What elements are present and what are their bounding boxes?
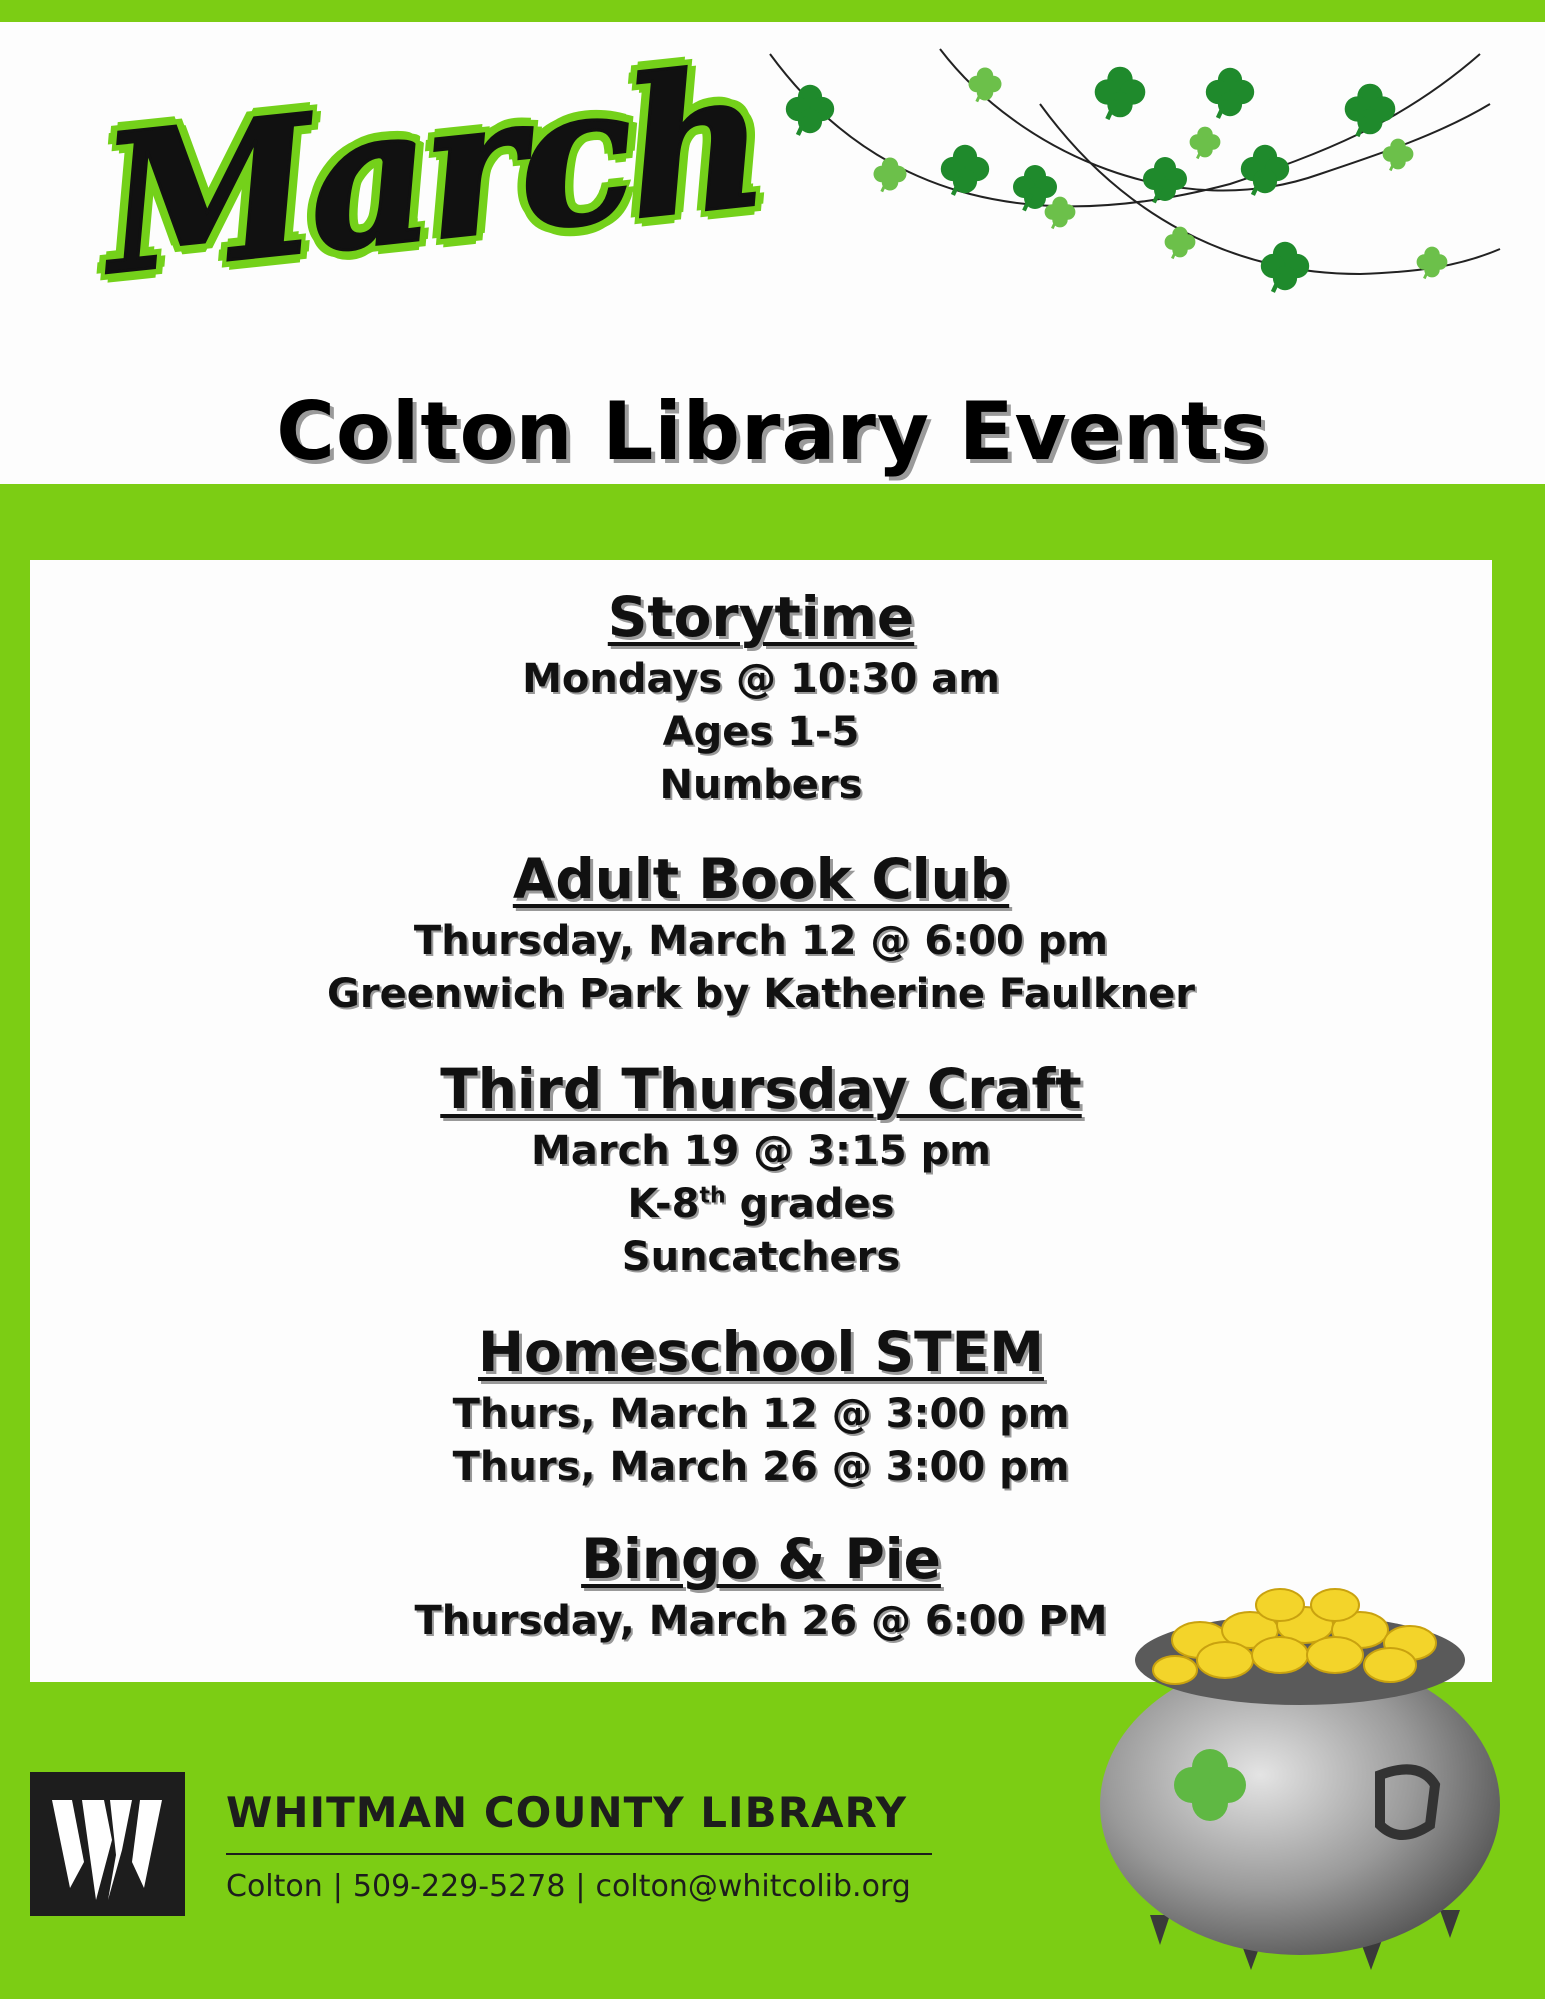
- event-homeschool-stem: [30, 1320, 1492, 1494]
- header: [0, 22, 1545, 484]
- event-title: Adult Book Club: [512, 847, 1010, 911]
- event-line: Numbers: [659, 762, 863, 808]
- event-title: Third Thursday Craft: [440, 1057, 1082, 1121]
- page-title: Colton Library Events: [276, 385, 1269, 478]
- library-logo-icon: [30, 1772, 185, 1916]
- grade-range: K-8: [627, 1181, 700, 1227]
- event-line: Greenwich Park by Katherine Faulkner: [327, 971, 1195, 1017]
- grade-word: grades: [725, 1181, 895, 1227]
- event-title: Homeschool STEM: [478, 1320, 1044, 1384]
- event-line: Thurs, March 12 @ 3:00 pm: [452, 1391, 1070, 1437]
- shamrock-garland-icon: [760, 44, 1520, 304]
- branch-name: Colton: [226, 1869, 323, 1904]
- event-line: Thursday, March 12 @ 6:00 pm: [413, 918, 1109, 964]
- contact-info: [226, 1869, 911, 1904]
- pot-of-gold-icon: [1090, 1575, 1510, 1975]
- separator: |: [575, 1869, 586, 1904]
- event-line: March 19 @ 3:15 pm: [531, 1128, 991, 1174]
- event-line: Suncatchers: [621, 1234, 901, 1280]
- org-name: WHITMAN COUNTY LIBRARY: [226, 1788, 907, 1837]
- event-third-thursday-craft: [30, 1057, 1492, 1284]
- event-line: Thursday, March 26 @ 6:00 PM: [414, 1598, 1108, 1644]
- event-storytime: [30, 585, 1492, 812]
- grade-suffix: th: [699, 1183, 726, 1209]
- event-title: Storytime: [607, 585, 915, 649]
- events-panel: [30, 560, 1492, 1682]
- email-address[interactable]: colton@whitcolib.org: [595, 1869, 911, 1904]
- event-adult-book-club: [30, 847, 1492, 1021]
- phone-number: 509-229-5278: [352, 1869, 566, 1904]
- event-line: Thurs, March 26 @ 3:00 pm: [452, 1444, 1070, 1490]
- event-line: Mondays @ 10:30 am: [522, 656, 1000, 702]
- event-title: Bingo & Pie: [581, 1527, 941, 1591]
- separator: |: [332, 1869, 343, 1904]
- org-divider: [226, 1853, 932, 1855]
- event-line: [30, 1178, 1492, 1231]
- event-line: Ages 1-5: [662, 709, 860, 755]
- top-green-band: [0, 0, 1545, 22]
- month-title: March: [93, 26, 771, 317]
